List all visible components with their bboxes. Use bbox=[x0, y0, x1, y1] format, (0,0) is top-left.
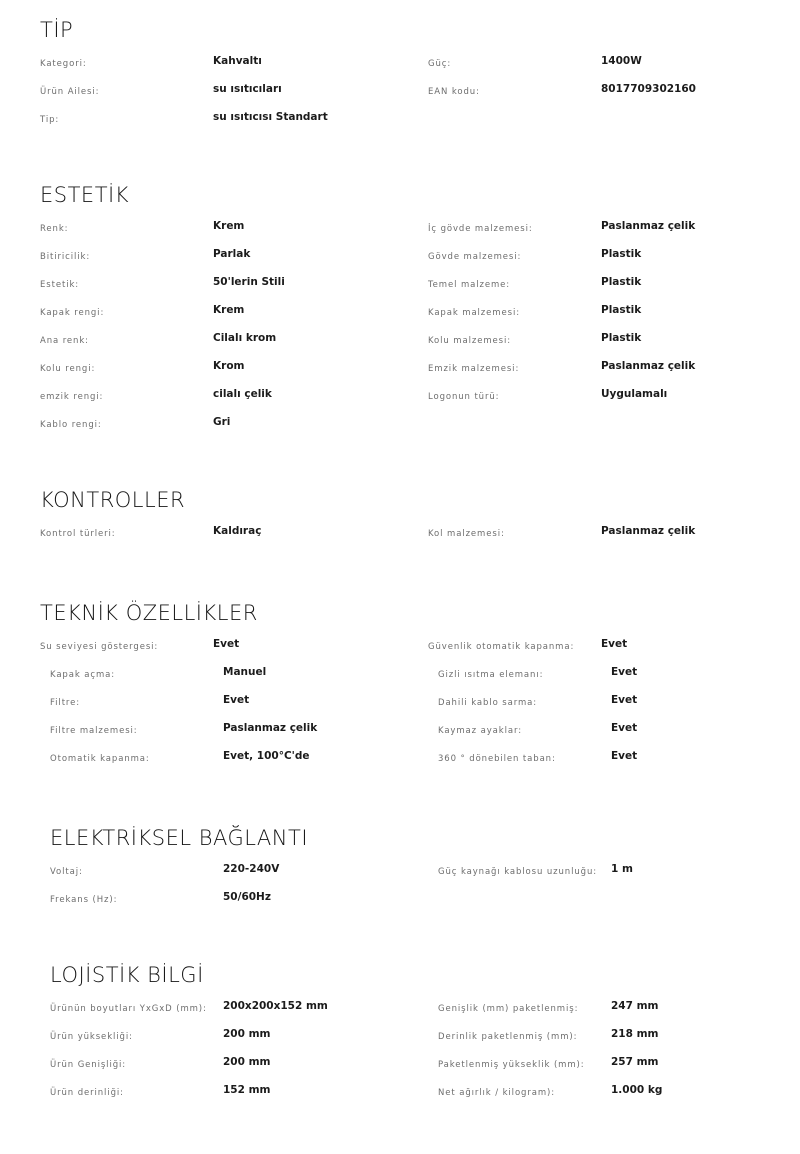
section-title: LOJİSTİK BİLGİ bbox=[50, 963, 204, 987]
spec-value: Kahvaltı bbox=[213, 55, 262, 67]
spec-label: Kablo rengi: bbox=[40, 420, 102, 430]
spec-label: Genişlik (mm) paketlenmiş: bbox=[438, 1004, 579, 1014]
spec-value: Paslanmaz çelik bbox=[601, 360, 696, 372]
spec-value: 200x200x152 mm bbox=[223, 1000, 328, 1012]
spec-label: Güç: bbox=[428, 59, 452, 69]
spec-label: Gizli ısıtma elemanı: bbox=[438, 670, 544, 680]
spec-value: 1 m bbox=[611, 863, 633, 875]
spec-value: Krom bbox=[213, 360, 245, 372]
spec-value: 50/60Hz bbox=[223, 891, 271, 903]
spec-value: Evet bbox=[611, 750, 638, 762]
spec-label: İç gövde malzemesi: bbox=[428, 224, 533, 234]
spec-value: Manuel bbox=[223, 666, 267, 678]
spec-value: Plastik bbox=[601, 248, 642, 260]
spec-value: 247 mm bbox=[611, 1000, 659, 1012]
spec-label: Dahili kablo sarma: bbox=[438, 698, 538, 708]
spec-value: Paslanmaz çelik bbox=[601, 525, 696, 537]
spec-value: cilalı çelik bbox=[213, 388, 272, 400]
spec-label: Otomatik kapanma: bbox=[50, 754, 150, 764]
spec-label: Ürün yüksekliği: bbox=[50, 1032, 133, 1042]
spec-value: 152 mm bbox=[223, 1084, 271, 1096]
spec-value: Paslanmaz çelik bbox=[601, 220, 696, 232]
spec-label: Bitiricilik: bbox=[40, 252, 91, 262]
spec-value: Parlak bbox=[213, 248, 251, 260]
spec-value: su ısıtıcısı Standart bbox=[213, 111, 328, 123]
spec-label: Net ağırlık / kilogram): bbox=[438, 1088, 556, 1098]
spec-label: Gövde malzemesi: bbox=[428, 252, 522, 262]
section-title: TEKNİK ÖZELLİKLER bbox=[40, 601, 258, 625]
spec-value: Evet bbox=[611, 722, 638, 734]
spec-label: Ana renk: bbox=[40, 336, 89, 346]
spec-value: su ısıtıcıları bbox=[213, 83, 282, 95]
spec-value: Paslanmaz çelik bbox=[223, 722, 318, 734]
spec-label: Logonun türü: bbox=[428, 392, 500, 402]
section-title: KONTROLLER bbox=[40, 488, 186, 512]
spec-label: Tip: bbox=[40, 115, 60, 125]
section-title: TİP bbox=[40, 18, 74, 42]
spec-label: Renk: bbox=[40, 224, 69, 234]
spec-label: Frekans (Hz): bbox=[50, 895, 118, 905]
spec-label: emzik rengi: bbox=[40, 392, 104, 402]
spec-label: Ürünün boyutları YxGxD (mm): bbox=[50, 1004, 207, 1014]
spec-label: Güç kaynağı kablosu uzunluğu: bbox=[438, 867, 597, 877]
spec-label: Kolu malzemesi: bbox=[428, 336, 512, 346]
spec-label: Kapak açma: bbox=[50, 670, 115, 680]
spec-label: Kolu rengi: bbox=[40, 364, 96, 374]
spec-label: Temel malzeme: bbox=[428, 280, 511, 290]
spec-label: Kaymaz ayaklar: bbox=[438, 726, 522, 736]
spec-value: 8017709302160 bbox=[601, 83, 696, 95]
spec-value: Krem bbox=[213, 220, 245, 232]
spec-value: Plastik bbox=[601, 332, 642, 344]
spec-value: Evet bbox=[601, 638, 628, 650]
spec-label: Kapak malzemesi: bbox=[428, 308, 520, 318]
spec-value: 220-240V bbox=[223, 863, 280, 875]
spec-label: Estetik: bbox=[40, 280, 80, 290]
spec-value: Evet bbox=[611, 694, 638, 706]
spec-label: Kategori: bbox=[40, 59, 87, 69]
spec-value: Evet bbox=[223, 694, 250, 706]
spec-label: Ürün derinliği: bbox=[50, 1088, 124, 1098]
spec-label: Ürün Ailesi: bbox=[40, 87, 100, 97]
spec-label: Filtre: bbox=[50, 698, 81, 708]
spec-label: 360 ° dönebilen taban: bbox=[438, 754, 556, 764]
spec-value: Krem bbox=[213, 304, 245, 316]
section-title: ELEKTRİKSEL BAĞLANTI bbox=[50, 826, 309, 850]
spec-label: Güvenlik otomatik kapanma: bbox=[428, 642, 575, 652]
spec-label: Paketlenmiş yükseklik (mm): bbox=[438, 1060, 585, 1070]
spec-label: Derinlik paketlenmiş (mm): bbox=[438, 1032, 578, 1042]
spec-value: 1.000 kg bbox=[611, 1084, 663, 1096]
spec-value: Evet bbox=[213, 638, 240, 650]
spec-label: Ürün Genişliği: bbox=[50, 1060, 127, 1070]
spec-value: Kaldıraç bbox=[213, 525, 262, 537]
spec-label: Filtre malzemesi: bbox=[50, 726, 138, 736]
spec-value: 257 mm bbox=[611, 1056, 659, 1068]
spec-label: Emzik malzemesi: bbox=[428, 364, 520, 374]
spec-label: Kapak rengi: bbox=[40, 308, 105, 318]
spec-value: 218 mm bbox=[611, 1028, 659, 1040]
spec-value: 1400W bbox=[601, 55, 642, 67]
spec-value: Gri bbox=[213, 416, 231, 428]
spec-value: 50'lerin Stili bbox=[213, 276, 285, 288]
spec-value: Evet bbox=[611, 666, 638, 678]
spec-value: Plastik bbox=[601, 304, 642, 316]
spec-value: Cilalı krom bbox=[213, 332, 277, 344]
spec-label: Kol malzemesi: bbox=[428, 529, 505, 539]
spec-label: Su seviyesi göstergesi: bbox=[40, 642, 159, 652]
spec-value: Evet, 100°C'de bbox=[223, 750, 310, 762]
spec-label: Kontrol türleri: bbox=[40, 529, 116, 539]
spec-label: Voltaj: bbox=[50, 867, 83, 877]
spec-value: Uygulamalı bbox=[601, 388, 668, 400]
spec-value: 200 mm bbox=[223, 1028, 271, 1040]
section-title: ESTETİK bbox=[40, 183, 129, 207]
spec-value: Plastik bbox=[601, 276, 642, 288]
spec-label: EAN kodu: bbox=[428, 87, 480, 97]
spec-value: 200 mm bbox=[223, 1056, 271, 1068]
